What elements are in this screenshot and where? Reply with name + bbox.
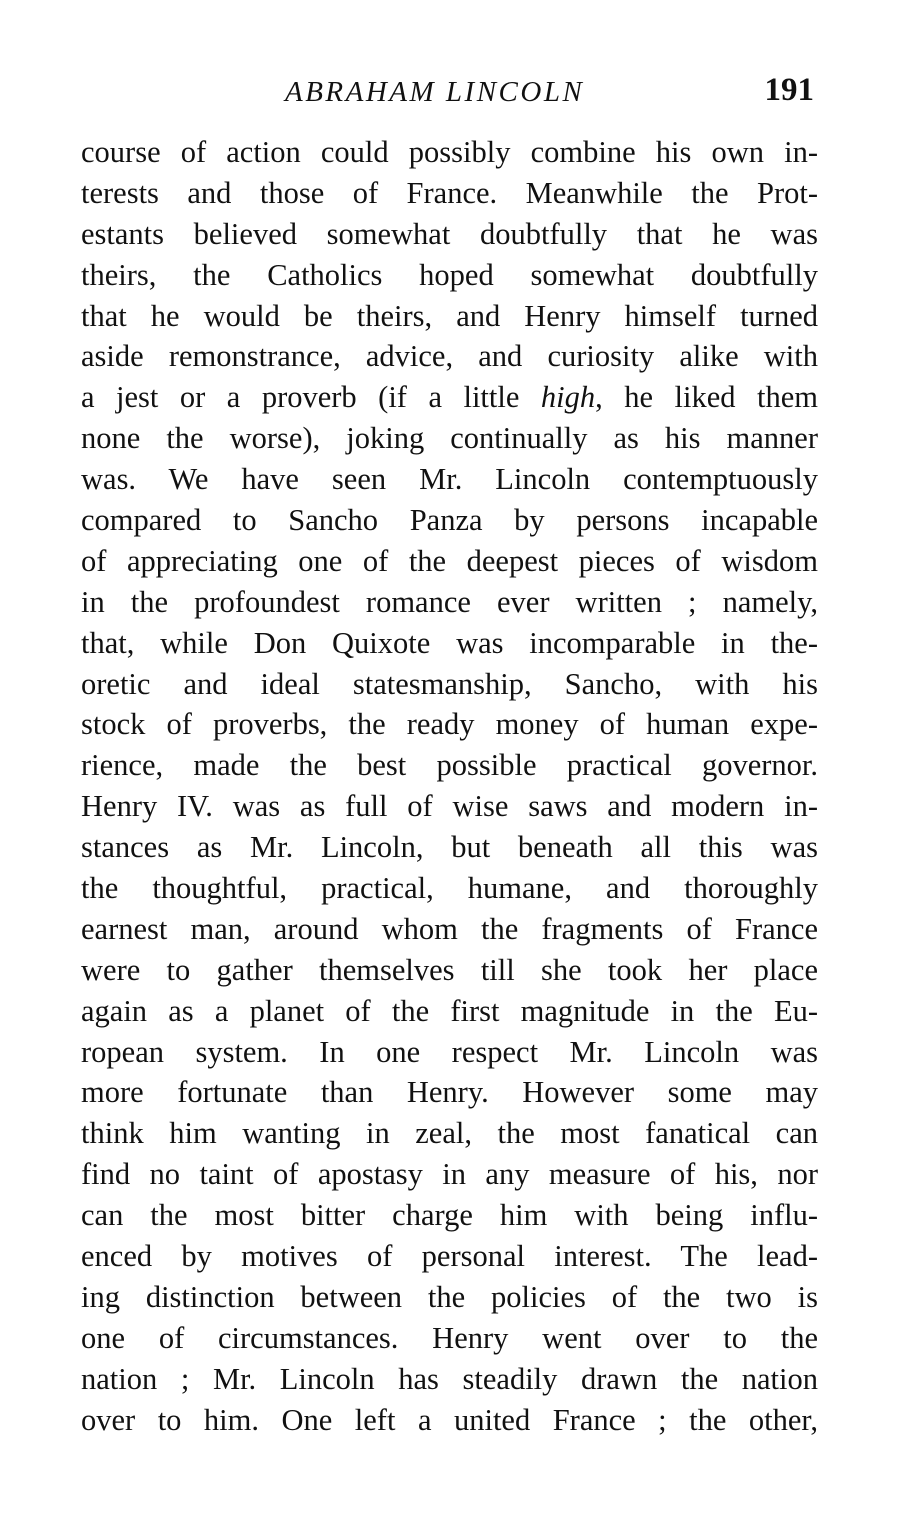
text-line: ropean system. In one respect Mr. Lincoln was	[81, 1034, 818, 1069]
text-line: stock of proverbs, the ready money of human expe-	[81, 707, 818, 742]
text-line: think him wanting in zeal, the most fanatical can	[81, 1116, 818, 1151]
text-line: more fortunate than Henry. However some may	[81, 1075, 818, 1110]
text-line: again as a planet of the first magnitude in the Eu-	[81, 993, 818, 1028]
text-line: Henry IV. was as full of wise saws and modern in-	[81, 789, 818, 824]
text-line: one of circumstances. Henry went over to the	[81, 1320, 818, 1355]
text-line: terests and those of France. Meanwhile the Prot-	[81, 175, 818, 210]
text-line: theirs, the Catholics hoped somewhat doubtfully	[81, 257, 818, 292]
text-line: was. We have seen Mr. Lincoln contemptuously	[81, 462, 818, 497]
text-line: estants believed somewhat doubtfully that he was	[81, 216, 818, 251]
text-line: the thoughtful, practical, humane, and thoroughly	[81, 871, 818, 906]
text-line: of appreciating one of the deepest pieces of wisdom	[81, 543, 818, 578]
text-line: stances as Mr. Lincoln, but beneath all this was	[81, 830, 818, 865]
text-line: earnest man, around whom the fragments of France	[81, 911, 818, 946]
page-number: 191	[764, 72, 814, 108]
text-line: none the worse), joking continually as his manner	[81, 421, 818, 456]
body-text	[81, 132, 818, 1441]
running-head	[80, 72, 820, 116]
text-line-segment: a jest or a proverb (if a little	[81, 380, 541, 415]
text-line: ing distinction between the policies of the two is	[81, 1279, 818, 1314]
text-line	[81, 377, 818, 418]
text-line: nation ; Mr. Lincoln has steadily drawn the nation	[81, 1361, 818, 1396]
italic-word: high	[540, 380, 596, 415]
running-title: ABRAHAM LINCOLN	[285, 76, 585, 108]
text-line: rience, made the best possible practical governor.	[81, 748, 818, 783]
text-line: find no taint of apostasy in any measure of his, nor	[81, 1157, 818, 1192]
text-line: in the profoundest romance ever written ; namely,	[81, 584, 818, 619]
text-line: course of action could possibly combine his own in-	[81, 135, 818, 169]
text-line: that, while Don Quixote was incomparable in the-	[81, 625, 818, 660]
text-line: over to him. One left a united France ; the other,	[81, 1402, 818, 1437]
text-line: oretic and ideal statesmanship, Sancho, with his	[81, 666, 818, 701]
text-line: compared to Sancho Panza by persons incapable	[81, 503, 818, 538]
text-line: can the most bitter charge him with being influ-	[81, 1198, 818, 1233]
text-line: that he would be theirs, and Henry himself turned	[81, 298, 818, 333]
text-line-segment: , he liked them	[595, 380, 818, 415]
text-line: enced by motives of personal interest. The lead-	[81, 1239, 818, 1274]
text-line: aside remonstrance, advice, and curiosity alike with	[81, 339, 818, 374]
text-line: were to gather themselves till she took her place	[81, 952, 818, 987]
